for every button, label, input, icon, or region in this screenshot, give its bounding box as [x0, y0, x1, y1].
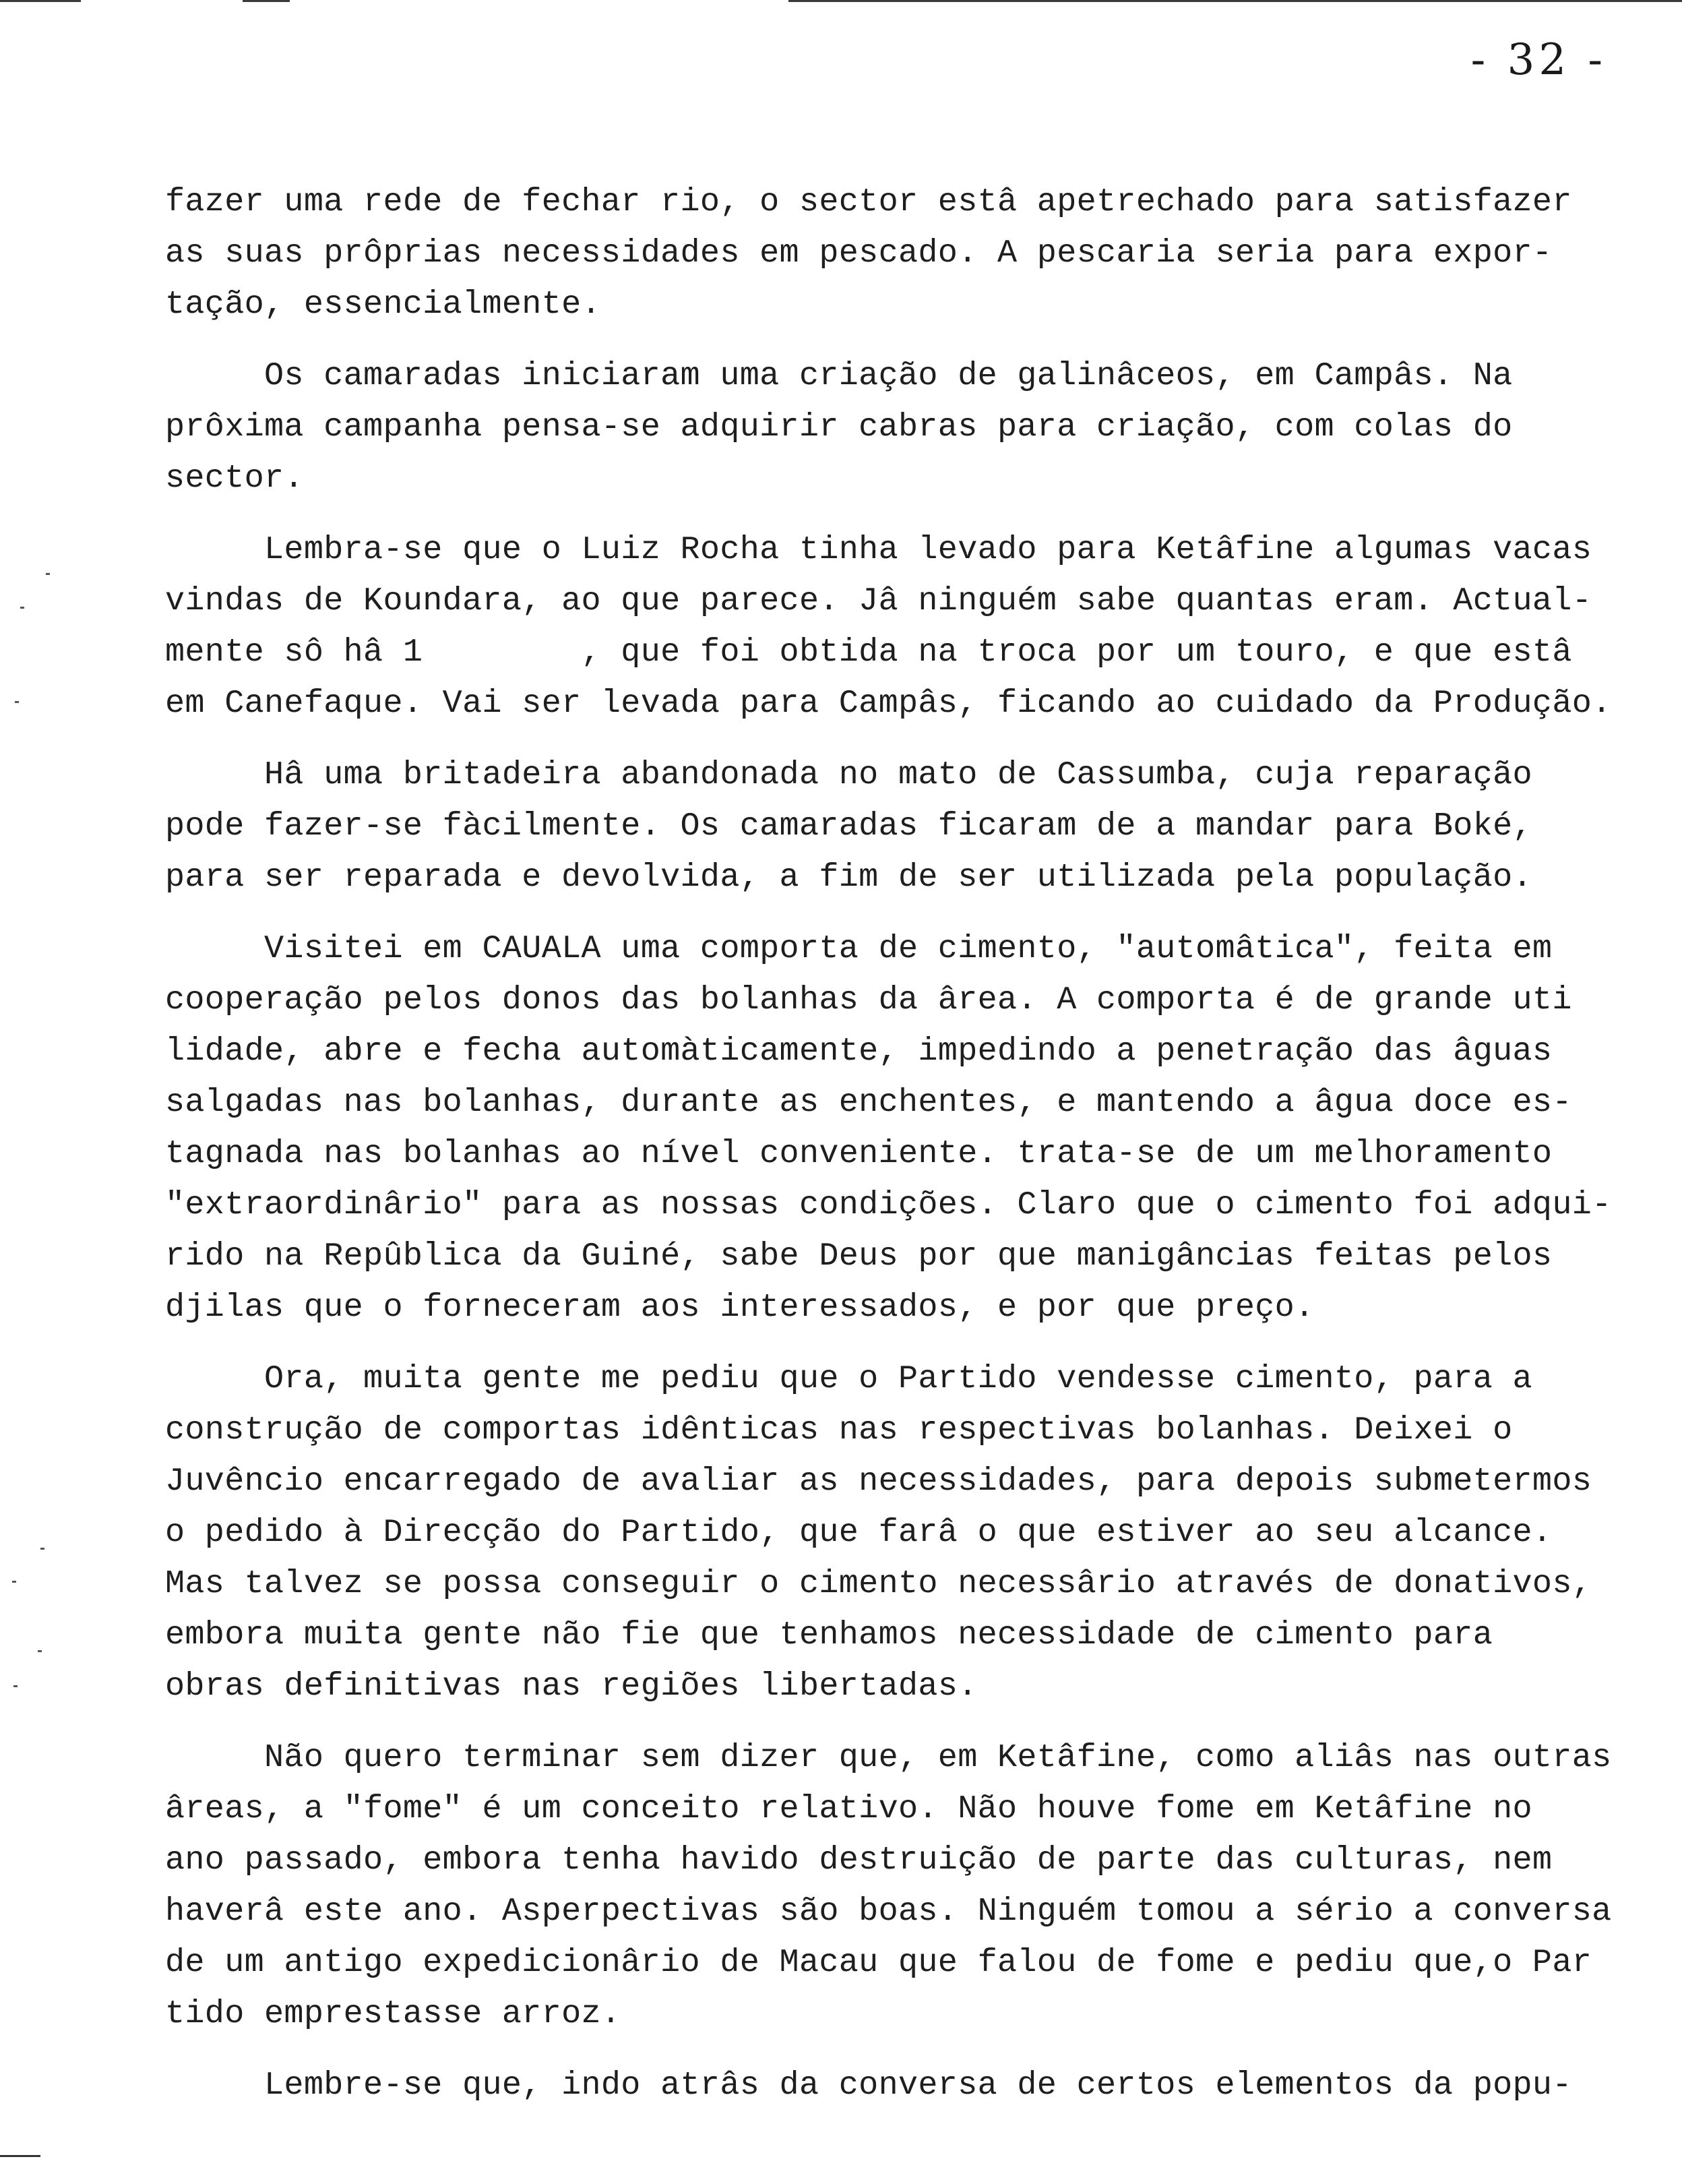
- text-line: vindas de Koundara, ao que parece. Jâ ninguém sabe quantas eram. Actual-: [165, 582, 1592, 619]
- text-line: embora muita gente não fie que tenhamos necessidade de cimento para: [165, 1616, 1493, 1654]
- text-line: as suas prôprias necessidades em pescado. A pescaria seria para expor-: [165, 235, 1553, 272]
- text-line: pode fazer-se fàcilmente. Os camaradas ficaram de a mandar para Boké,: [165, 808, 1532, 845]
- paragraph-gap: [165, 903, 1654, 923]
- text-line: tação, essencialmente.: [165, 286, 601, 323]
- text-line: Lembre-se que, indo atrâs da conversa de certos elementos da popu-: [165, 2067, 1572, 2104]
- margin-mark: [12, 1581, 16, 1583]
- text-line: Visitei em CAUALA uma comporta de cimento, "automâtica", feita em: [165, 930, 1553, 967]
- margin-mark: [20, 607, 24, 609]
- text-line: ano passado, embora tenha havido destruição de parte das culturas, nem: [165, 1842, 1553, 1879]
- margin-mark: [46, 573, 50, 575]
- paragraph: [165, 351, 1654, 504]
- text-line: tagnada nas bolanhas ao nível conveniente. trata-se de um melhoramento: [165, 1135, 1553, 1172]
- text-line: construção de comportas idênticas nas respectivas bolanhas. Deixei o: [165, 1412, 1513, 1449]
- text-line: salgadas nas bolanhas, durante as enchentes, e mantendo a âgua doce es-: [165, 1084, 1572, 1121]
- paragraph-gap: [165, 2040, 1654, 2060]
- margin-mark: [40, 1548, 44, 1550]
- paragraph: [165, 524, 1654, 729]
- paragraph-gap: [165, 1333, 1654, 1354]
- text-line: rido na Repûblica da Guiné, sabe Deus por que manigâncias feitas pelos: [165, 1238, 1553, 1275]
- paragraph: [165, 2060, 1654, 2111]
- margin-mark: [38, 1650, 42, 1652]
- page-number: - 32 -: [1470, 35, 1607, 85]
- paragraph-gap: [165, 504, 1654, 524]
- text-line: para ser reparada e devolvida, a fim de ser utilizada pela população.: [165, 859, 1532, 896]
- body-text: [165, 177, 1654, 2111]
- text-line: tido emprestasse arroz.: [165, 1995, 621, 2032]
- text-line: lidade, abre e fecha automàticamente, impedindo a penetração das âguas: [165, 1033, 1553, 1070]
- top-rule-right: [788, 0, 1682, 2]
- paragraph: [165, 1732, 1654, 2040]
- paragraph-gap: [165, 330, 1654, 351]
- text-line: o pedido à Direcção do Partido, que farâ o que estiver ao seu alcance.: [165, 1514, 1553, 1551]
- text-line: cooperação pelos donos das bolanhas da ârea. A comporta é de grande uti: [165, 981, 1572, 1019]
- margin-mark: [15, 701, 19, 703]
- text-line: Os camaradas iniciaram uma criação de galinâceos, em Campâs. Na: [165, 357, 1513, 394]
- text-line: obras definitivas nas regiões libertadas.: [165, 1668, 978, 1705]
- text-line: sector.: [165, 460, 304, 497]
- text-line: djilas que o forneceram aos interessados, e por que preço.: [165, 1289, 1315, 1326]
- text-line: em Canefaque. Vai ser levada para Campâs, ficando ao cuidado da Produção.: [165, 685, 1612, 722]
- text-line: Não quero terminar sem dizer que, em Ketâfine, como aliâs nas outras: [165, 1739, 1612, 1776]
- top-rule-left: [0, 0, 81, 2]
- text-line: Juvêncio encarregado de avaliar as necessidades, para depois submetermos: [165, 1463, 1592, 1500]
- paragraph-gap: [165, 729, 1654, 750]
- text-line: Ora, muita gente me pediu que o Partido vendesse cimento, para a: [165, 1360, 1532, 1397]
- text-line: Lembra-se que o Luiz Rocha tinha levado para Ketâfine algumas vacas: [165, 531, 1592, 568]
- paragraph: [165, 1354, 1654, 1712]
- paragraph: [165, 923, 1654, 1333]
- text-line: de um antigo expedicionârio de Macau que falou de fome e pediu que,o Par: [165, 1944, 1592, 1981]
- text-line: haverâ este ano. Asperpectivas são boas. Ninguém tomou a sério a conversa: [165, 1893, 1612, 1930]
- paragraph: [165, 177, 1654, 330]
- paragraph: [165, 750, 1654, 903]
- paragraph-gap: [165, 1712, 1654, 1732]
- text-line: mente sô hâ 1 , que foi obtida na troca por um touro, e que estâ: [165, 634, 1572, 671]
- margin-mark: [13, 1685, 18, 1687]
- text-line: Hâ uma britadeira abandonada no mato de Cassumba, cuja reparação: [165, 756, 1532, 793]
- text-line: "extraordinârio" para as nossas condições. Claro que o cimento foi adqui-: [165, 1186, 1612, 1223]
- top-rule-middle: [243, 0, 290, 2]
- text-line: prôxima campanha pensa-se adquirir cabras para criação, com colas do: [165, 408, 1513, 446]
- corner-mark: [0, 2155, 40, 2157]
- text-line: fazer uma rede de fechar rio, o sector estâ apetrechado para satisfazer: [165, 183, 1572, 220]
- text-line: Mas talvez se possa conseguir o cimento necessârio através de donativos,: [165, 1565, 1592, 1602]
- text-line: âreas, a "fome" é um conceito relativo. Não houve fome em Ketâfine no: [165, 1790, 1532, 1827]
